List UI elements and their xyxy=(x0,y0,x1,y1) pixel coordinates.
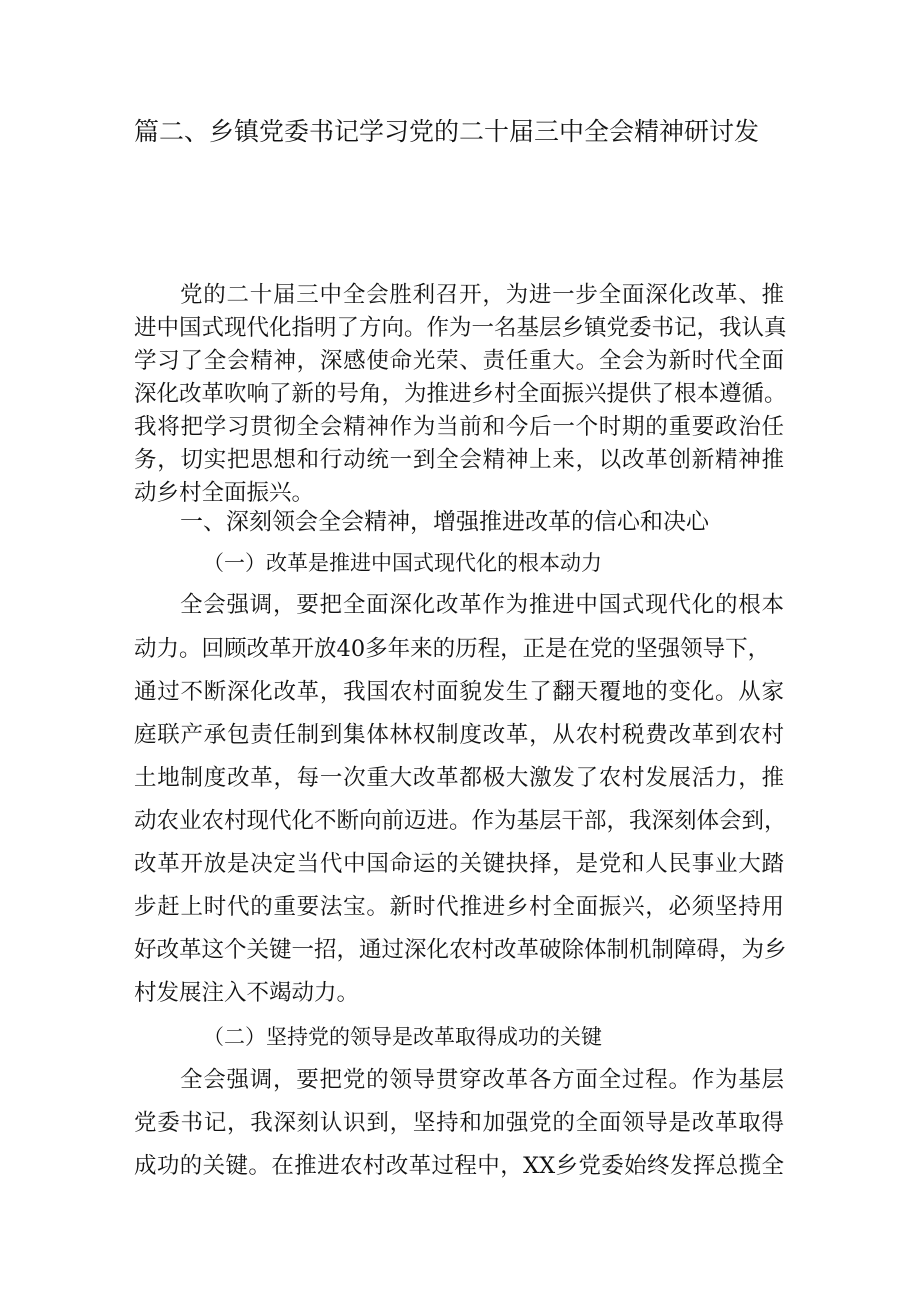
text-line: 我将把学习贯彻全会精神作为当前和今后一个时期的重要政治任 xyxy=(134,414,784,440)
subsection-heading: （二）坚持党的领导是改革取得成功的关键 xyxy=(203,1025,602,1049)
text-line: 步赶上时代的重要法宝。新时代推进乡村全面振兴，必须坚持用 xyxy=(134,894,784,920)
document-title: 篇二、乡镇党委书记学习党的二十届三中全会精神研讨发 xyxy=(134,117,760,146)
text-line: 村发展注入不竭动力。 xyxy=(134,980,360,1006)
text-line: 好改革这个关键一招，通过深化农村改革破除体制机制障碍，为乡 xyxy=(134,937,787,963)
text-line: 深化改革吹响了新的号角，为推进乡村全面振兴提供了根本遵循。 xyxy=(134,381,787,407)
text-line: 动农业农村现代化不断向前迈进。作为基层干部，我深刻体会到， xyxy=(134,808,787,834)
text-line: 通过不断深化改革，我国农村面貌发生了翻天覆地的变化。从家 xyxy=(134,679,784,705)
text-line: 改革开放是决定当代中国命运的关键抉择，是党和人民事业大踏 xyxy=(134,851,784,877)
text-line: 全会强调，要把党的领导贯穿改革各方面全过程。作为基层 xyxy=(180,1067,784,1093)
text-line: 动力。回顾改革开放40多年来的历程，正是在党的坚强领导下， xyxy=(134,636,771,662)
text-line: 庭联产承包责任制到集体林权制度改革，从农村税费改革到农村 xyxy=(134,722,784,748)
text-line: 学习了全会精神，深感使命光荣、责任重大。全会为新时代全面 xyxy=(134,348,784,374)
text-line: 进中国式现代化指明了方向。作为一名基层乡镇党委书记，我认真 xyxy=(134,315,787,341)
text-line: 党委书记，我深刻认识到，坚持和加强党的全面领导是改革取得 xyxy=(134,1110,784,1136)
text-line: 党的二十届三中全会胜利召开，为进一步全面深化改革、推 xyxy=(180,282,784,308)
text-line: 务，切实把思想和行动统一到全会精神上来，以改革创新精神推 xyxy=(134,447,784,473)
text-line: 土地制度改革，每一次重大改革都极大激发了农村发展活力，推 xyxy=(134,765,784,791)
text-line: 全会强调，要把全面深化改革作为推进中国式现代化的根本 xyxy=(180,592,784,618)
text-line: 动乡村全面振兴。 xyxy=(134,480,315,506)
section-heading: 一、深刻领会全会精神，增强推进改革的信心和决心 xyxy=(180,509,709,535)
text-line: 成功的关键。在推进农村改革过程中，XX乡党委始终发挥总揽全 xyxy=(134,1153,784,1179)
subsection-heading: （一）改革是推进中国式现代化的根本动力 xyxy=(203,551,602,575)
